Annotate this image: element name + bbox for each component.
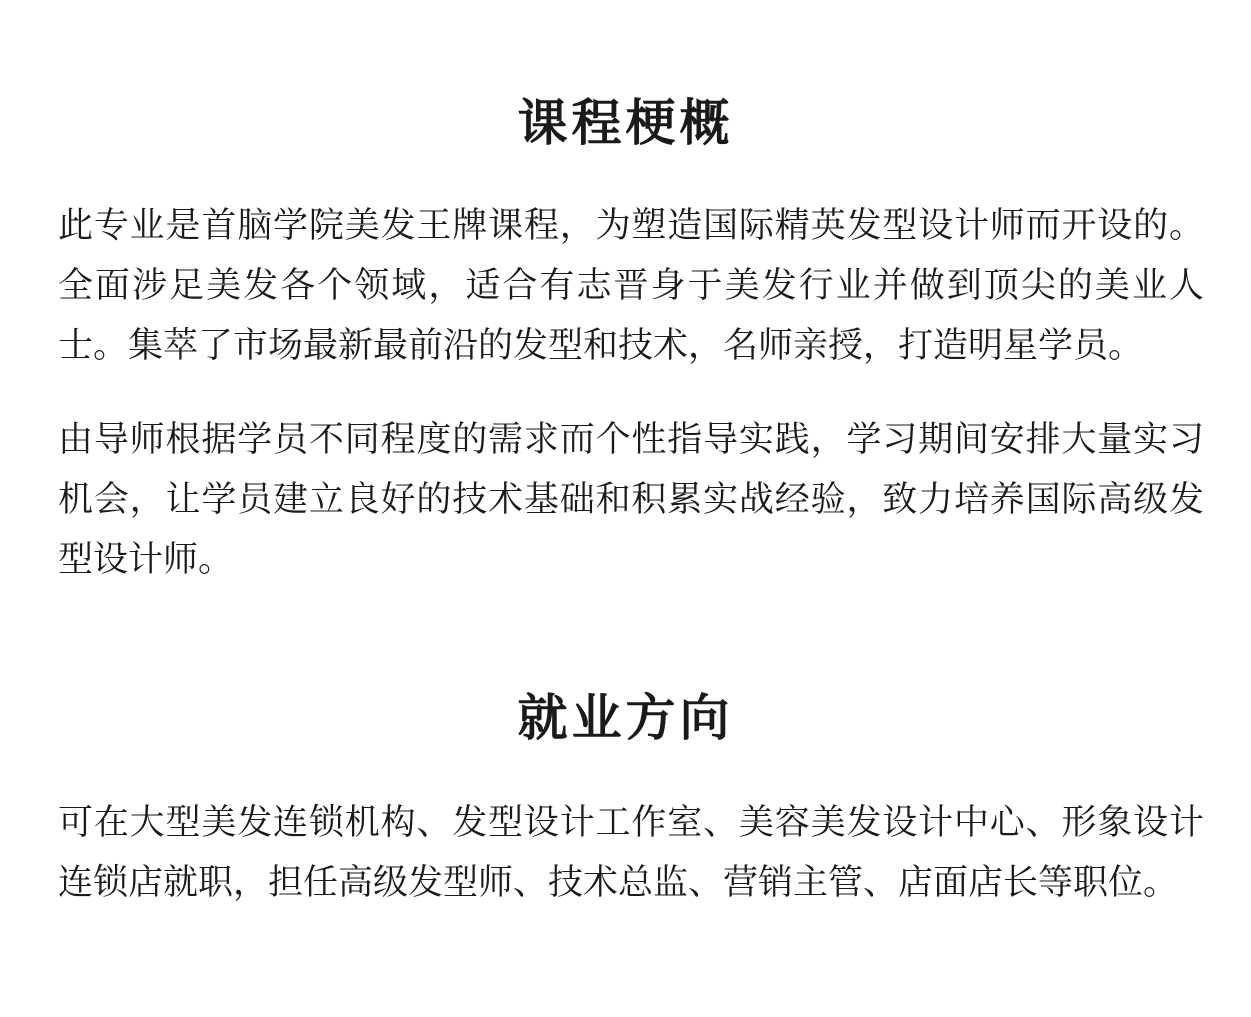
course-overview-title: 课程梗概 xyxy=(517,94,734,152)
career-direction-title: 就业方向 xyxy=(517,689,734,747)
course-overview-paragraph-1: 此专业是首脑学院美发王牌课程，为塑造国际精英发型设计师而开设的。全面涉足美发各个领域，适合有志晋身于美发行业并做到顶尖的美业人士。集萃了市场最新最前沿的发型和技术，名师亲授，打造明星学员。 xyxy=(58,206,1204,366)
course-overview-paragraph-2: 由导师根据学员不同程度的需求而个性指导实践，学习期间安排大量实习机会，让学员建立良好的技术基础和积累实战经验，致力培养国际高级发型设计师。 xyxy=(58,420,1204,580)
career-direction-paragraph: 可在大型美发连锁机构、发型设计工作室、美容美发设计中心、形象设计连锁店就职，担任高级发型师、技术总监、营销主管、店面店长等职位。 xyxy=(58,803,1204,903)
